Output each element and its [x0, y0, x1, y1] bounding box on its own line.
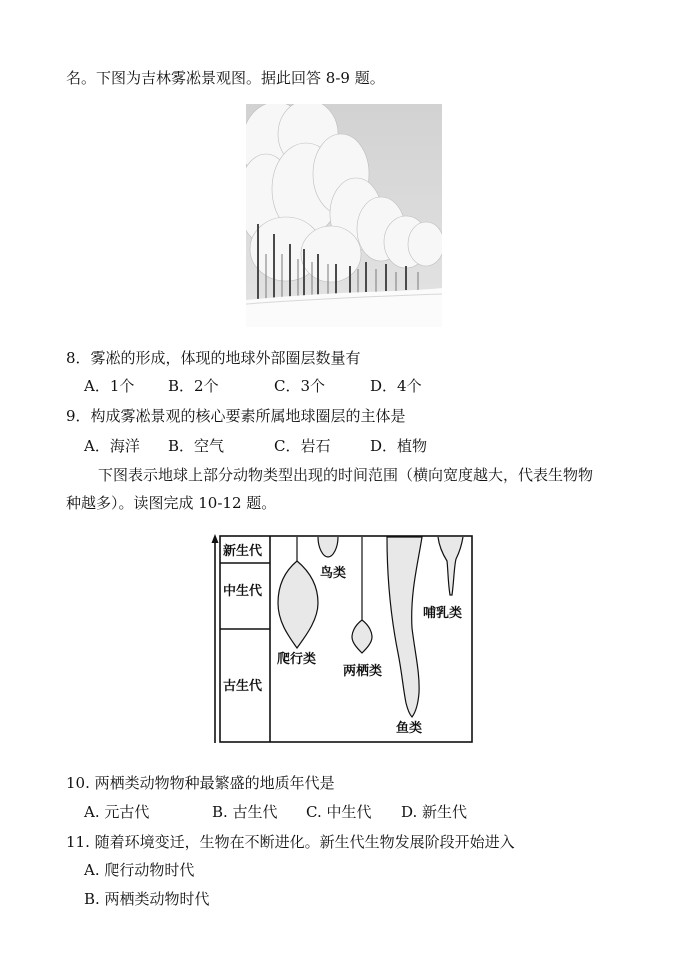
q8-option-b: B．2个 [168, 377, 219, 395]
q8-stem: 8．雾凇的形成，体现的地球外部圈层数量有 [66, 349, 361, 367]
reptile-shape [278, 561, 318, 648]
passage-line-2: 种越多）。读图完成 10-12 题。 [66, 494, 277, 512]
label-reptile: 爬行类 [277, 652, 317, 667]
q10-option-d: D. 新生代 [401, 803, 468, 821]
q8-option-c: C．3个 [274, 377, 326, 395]
era-cenozoic: 新生代 [223, 544, 263, 559]
label-fish: 鱼类 [396, 721, 423, 736]
animal-evolution-diagram [210, 533, 475, 745]
label-bird: 鸟类 [320, 566, 347, 581]
q9-option-c: C．岩石 [274, 437, 331, 455]
era-mesozoic: 中生代 [223, 584, 263, 599]
q10-option-b: B. 古生代 [212, 803, 278, 821]
q11-stem: 11. 随着环境变迁，生物在不断进化。新生代生物发展阶段开始进入 [66, 833, 515, 851]
q10-option-a: A. 元古代 [84, 803, 150, 821]
fish-shape [387, 537, 422, 717]
intro-text: 名。下图为吉林雾凇景观图。据此回答 8-9 题。 [66, 69, 385, 87]
q8-option-a: A．1个 [84, 377, 135, 395]
mammal-shape [438, 537, 463, 595]
q11-option-a: A. 爬行动物时代 [84, 861, 195, 879]
passage-line-1: 下图表示地球上部分动物类型出现的时间范围（横向宽度越大，代表生物物 [98, 466, 594, 484]
label-mammal: 哺乳类 [423, 606, 463, 621]
q9-stem: 9．构成雾凇景观的核心要素所属地球圈层的主体是 [66, 407, 406, 425]
q9-option-b: B．空气 [168, 437, 225, 455]
amphibian-shape [352, 620, 372, 653]
label-amphibian: 两栖类 [343, 664, 383, 679]
q11-option-b: B. 两栖类动物时代 [84, 890, 210, 908]
q8-option-d: D．4个 [370, 377, 422, 395]
era-paleozoic: 古生代 [223, 679, 263, 694]
rime-landscape-photo [246, 104, 442, 327]
q9-option-a: A．海洋 [84, 437, 140, 455]
q9-option-d: D．植物 [370, 437, 428, 455]
q10-stem: 10. 两栖类动物物种最繁盛的地质年代是 [66, 774, 335, 792]
bird-shape [318, 537, 338, 557]
q10-option-c: C. 中生代 [306, 803, 372, 821]
